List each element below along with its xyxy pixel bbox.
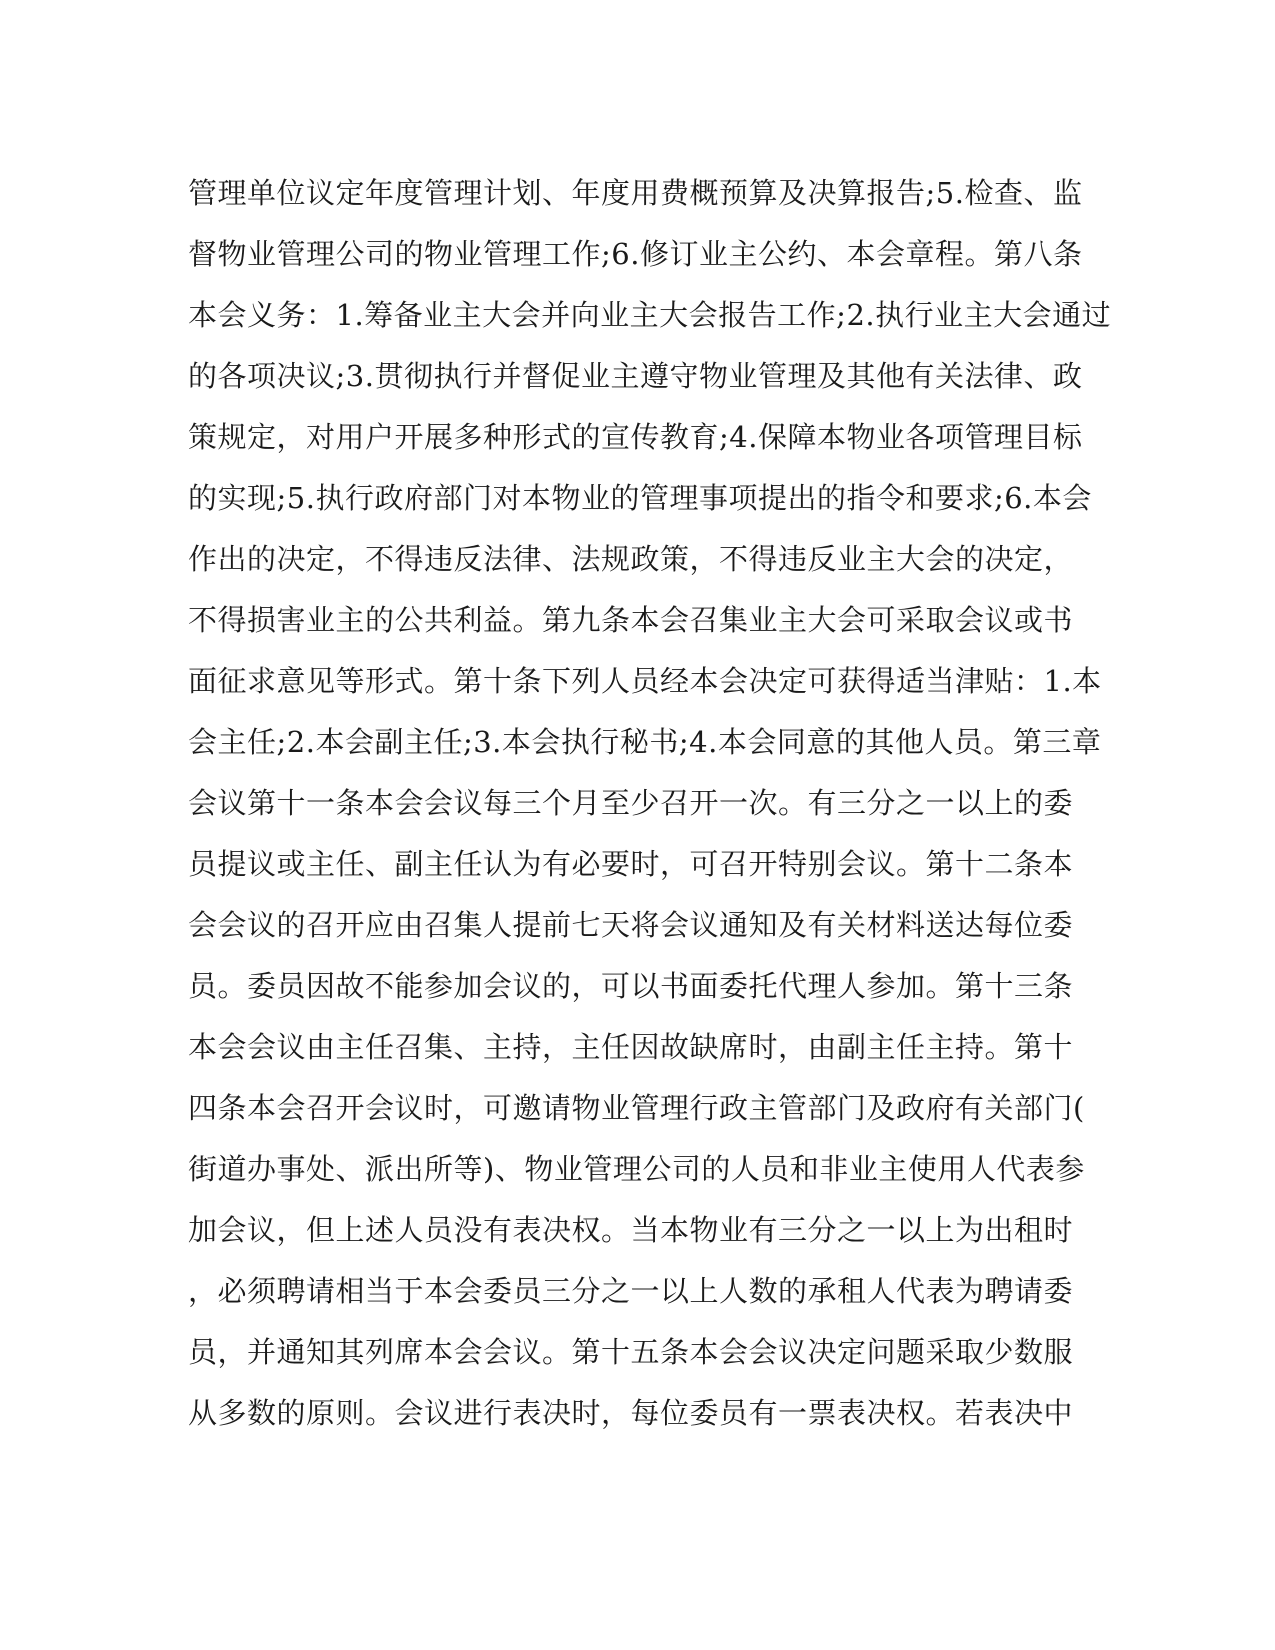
text-line: 加会议，但上述人员没有表决权。当本物业有三分之一以上为出租时 xyxy=(188,1213,1074,1247)
text-line: 作出的决定，不得违反法律、法规政策，不得违反业主大会的决定， xyxy=(188,542,1074,576)
text-line: 四条本会召开会议时，可邀请物业管理行政主管部门及政府有关部门( xyxy=(188,1091,1085,1125)
text-line: 从多数的原则。会议进行表决时，每位委员有一票表决权。若表决中 xyxy=(188,1396,1074,1430)
text-line: ，必须聘请相当于本会委员三分之一以上人数的承租人代表为聘请委 xyxy=(188,1274,1074,1308)
text-line: 面征求意见等形式。第十条下列人员经本会决定可获得适当津贴：1.本 xyxy=(188,664,1102,698)
text-line: 会主任;2.本会副主任;3.本会执行秘书;4.本会同意的其他人员。第三章 xyxy=(188,725,1102,759)
text-line: 街道办事处、派出所等)、物业管理公司的人员和非业主使用人代表参 xyxy=(188,1152,1085,1186)
text-line: 管理单位议定年度管理计划、年度用费概预算及决算报告;5.检查、监 xyxy=(188,176,1083,210)
text-line: 员，并通知其列席本会会议。第十五条本会会议决定问题采取少数服 xyxy=(188,1335,1074,1369)
text-line: 督物业管理公司的物业管理工作;6.修订业主公约、本会章程。第八条 xyxy=(188,237,1083,271)
text-line: 的各项决议;3.贯彻执行并督促业主遵守物业管理及其他有关法律、政 xyxy=(188,359,1083,393)
text-line: 会议第十一条本会会议每三个月至少召开一次。有三分之一以上的委 xyxy=(188,786,1074,820)
text-line: 的实现;5.执行政府部门对本物业的管理事项提出的指令和要求;6.本会 xyxy=(188,481,1092,515)
text-line: 会会议的召开应由召集人提前七天将会议通知及有关材料送达每位委 xyxy=(188,908,1074,942)
text-line: 策规定，对用户开展多种形式的宣传教育;4.保障本物业各项管理目标 xyxy=(188,420,1083,454)
body-text xyxy=(188,163,1112,1444)
text-line: 本会会议由主任召集、主持，主任因故缺席时，由副主任主持。第十 xyxy=(188,1030,1074,1064)
text-line: 员。委员因故不能参加会议的，可以书面委托代理人参加。第十三条 xyxy=(188,969,1074,1003)
text-line: 员提议或主任、副主任认为有必要时，可召开特别会议。第十二条本 xyxy=(188,847,1074,881)
text-line: 不得损害业主的公共利益。第九条本会召集业主大会可采取会议或书 xyxy=(188,603,1074,637)
text-line: 本会义务：1.筹备业主大会并向业主大会报告工作;2.执行业主大会通过 xyxy=(188,298,1112,332)
